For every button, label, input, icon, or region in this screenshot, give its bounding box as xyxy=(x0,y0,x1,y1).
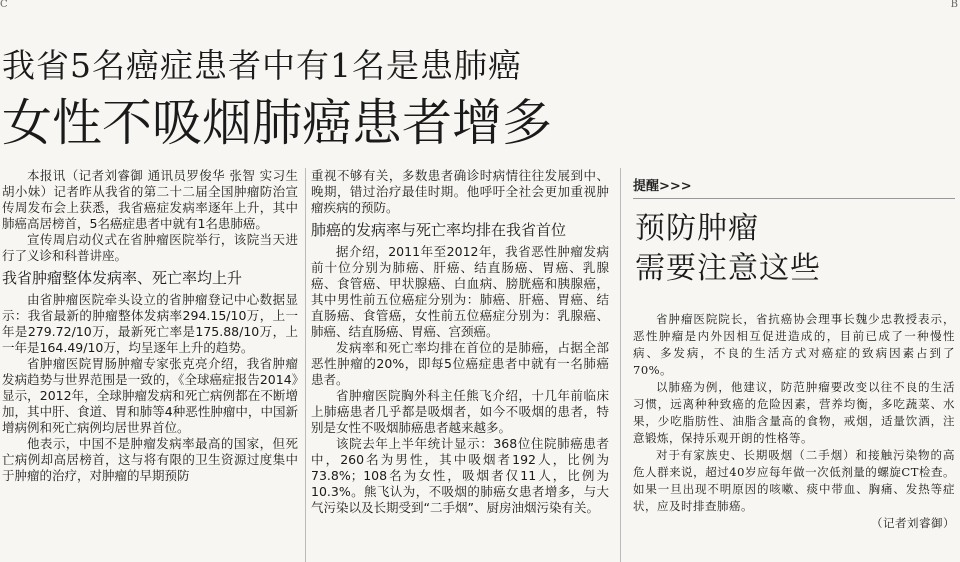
column-divider xyxy=(620,168,621,562)
section-heading: 肺癌的发病率与死亡率均排在我省首位 xyxy=(311,221,567,239)
paragraph: 宣传周启动仪式在省肿瘤医院举行，该院当天进行了义诊和科普讲座。 xyxy=(2,232,298,263)
lead-paragraph: 本报讯（记者刘睿御 通讯员罗俊华 张智 实习生胡小妹）记者昨从我省的第二十二届全国肿瘤防治宣传周发布会上获悉，我省癌症发病率逐年上升，其中肺癌高居榜首，5名癌症患者中就有1名患肺癌。 xyxy=(2,168,298,231)
tips-paragraph: 以肺癌为例，他建议，防范肿瘤要改变以往不良的生活习惯，远离种种致癌的危险因素，营养均衡，多吃蔬菜、水果，少吃脂肪性、油脂含量高的食物，戒烟，适量饮酒，注意锻炼，保持乐观开朗的性格等。 xyxy=(633,380,955,445)
tips-title-line-2: 需要注意这些 xyxy=(635,251,821,286)
paragraph: 发病率和死亡率均排在首位的是肺癌，占据全部恶性肿瘤的20%，即每5位癌症患者中就有一名肺癌患者。 xyxy=(311,340,609,387)
article-column-2 xyxy=(311,168,609,516)
paragraph: 他表示，中国不是肿瘤发病率最高的国家，但死亡病例却高居榜首，这与将有限的卫生资源过度集中于肿瘤的治疗，对肿瘤的早期预防 xyxy=(2,436,298,483)
column-divider xyxy=(305,168,306,562)
paragraph: 据介绍，2011年至2012年，我省恶性肿瘤发病前十位分别为肺癌、肝癌、结直肠癌、胃癌、乳腺癌、食管癌、甲状腺癌、白血病、膀胱癌和胰腺癌，其中男性前五位癌症分别为：肺癌、肝癌、胃癌、结直肠癌、食管癌，女性前五位癌症分别为：乳腺癌、肺癌、结直肠癌、胃癌、宫颈癌。 xyxy=(311,244,609,339)
top-edge xyxy=(0,0,960,10)
tips-title-line-1: 预防肿瘤 xyxy=(635,211,759,246)
section-heading: 我省肿瘤整体发病率、死亡率均上升 xyxy=(2,269,243,287)
article-subtitle: 我省5名癌症患者中有1名是患肺癌 xyxy=(2,46,522,85)
tips-body xyxy=(633,311,955,532)
page-mark-right: B xyxy=(950,0,958,10)
paragraph: 由省肿瘤医院牵头设立的省肿瘤登记中心数据显示：我省最新的肿瘤整体发病率294.15/10万，上一年是279.72/10万，最新死亡率是175.88/10万，上一年是164.49/10万，均呈逐年上升的趋势。 xyxy=(2,292,298,355)
paragraph: 重视不够有关，多数患者确诊时病情往往发展到中、晚期，错过治疗最佳时期。他呼吁全社会更加重视肿瘤疾病的预防。 xyxy=(311,168,609,215)
article-column-1 xyxy=(2,168,298,484)
tips-sidebar xyxy=(633,178,955,532)
tips-paragraph: 省肿瘤医院院长，省抗癌协会理事长魏少忠教授表示，恶性肿瘤是内外因相互促进造成的，目前已成了一种慢性病、多发病，不良的生活方式对癌症的致病因素占到了70%。 xyxy=(633,312,955,377)
page-mark-left: C xyxy=(0,0,8,10)
paragraph: 省肿瘤医院胸外科主任熊飞介绍，十几年前临床上肺癌患者几乎都是吸烟者，如今不吸烟的患者，特别是女性不吸烟肺癌患者越来越多。 xyxy=(311,388,609,435)
paragraph: 省肿瘤医院胃肠肿瘤专家张克亮介绍，我省肿瘤发病趋势与世界范围是一致的，《全球癌症报告2014》显示，2012年，全球肿瘤发病和死亡病例都在不断增加，其中肝、食道、胃和肺等4种恶性肿瘤中，中国新增病例和死亡病例均居世界首位。 xyxy=(2,356,298,435)
tips-label: 提醒>>> xyxy=(633,179,692,194)
tips-paragraph: 对于有家族史、长期吸烟（二手烟）和接触污染物的高危人群来说，超过40岁应每年做一次低剂量的螺旋CT检查。如果一旦出现不明原因的咳嗽、痰中带血、胸痛、发热等症状，应及时排查肺癌。 xyxy=(633,448,955,513)
article-title: 女性不吸烟肺癌患者增多 xyxy=(2,94,552,152)
tips-rule xyxy=(633,198,955,199)
paragraph: 该院去年上半年统计显示：368位住院肺癌患者中，260名为男性，其中吸烟者192人，比例为73.8%；108名为女性，吸烟者仅11人，比例为10.3%。熊飞认为，不吸烟的肺癌女患者增多，与大气污染以及长期受到“二手烟”、厨房油烟污染有关。 xyxy=(311,436,609,515)
reporter-signature: （记者刘睿御） xyxy=(871,516,955,530)
